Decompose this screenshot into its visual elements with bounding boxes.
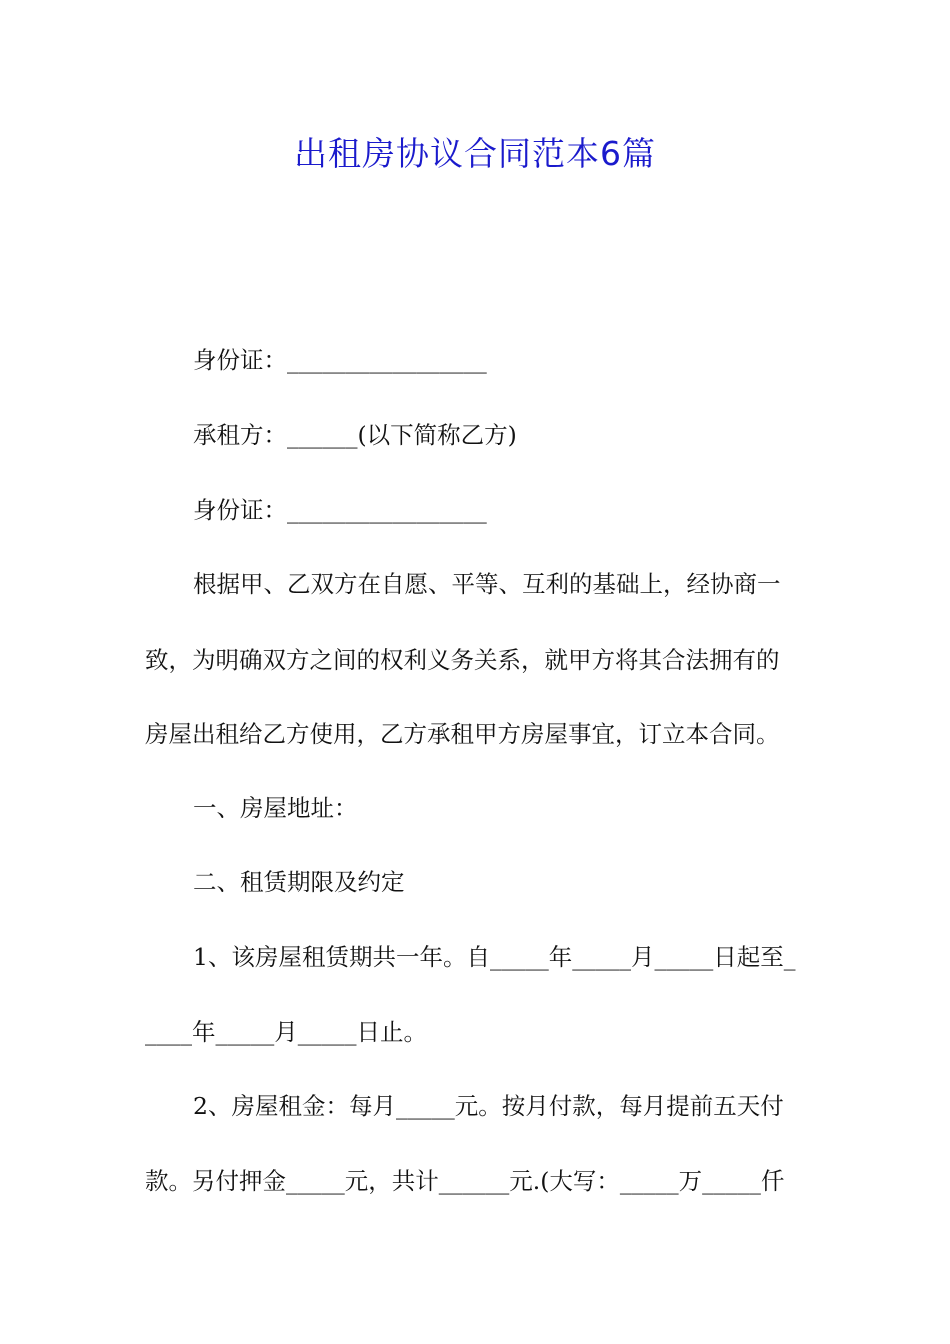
section-heading: 一、房屋地址： [193,794,358,822]
id-card-line-1: 身份证：_________________ [193,346,487,374]
clause-line: ____年_____月_____日止。 [145,1018,427,1046]
clause-line: 1、该房屋租赁期共一年。自_____年_____月_____日起至_ [193,943,796,971]
paragraph-line: 根据甲、乙双方在自愿、平等、互利的基础上，经协商一 [193,570,781,598]
paragraph-line: 致，为明确双方之间的权利义务关系，就甲方将其合法拥有的 [145,646,780,674]
id-card-line-2: 身份证：_________________ [193,496,487,524]
section-heading: 二、租赁期限及约定 [193,868,405,896]
clause-line: 2、房屋租金：每月_____元。按月付款，每月提前五天付 [193,1092,784,1120]
lessee-line: 承租方：______(以下简称乙方) [193,421,517,449]
paragraph-line: 房屋出租给乙方使用，乙方承租甲方房屋事宜，订立本合同。 [145,720,780,748]
clause-line: 款。另付押金_____元，共计______元.(大写：_____万_____仟 [145,1167,785,1195]
document-title: 出租房协议合同范本6篇 [294,134,656,173]
